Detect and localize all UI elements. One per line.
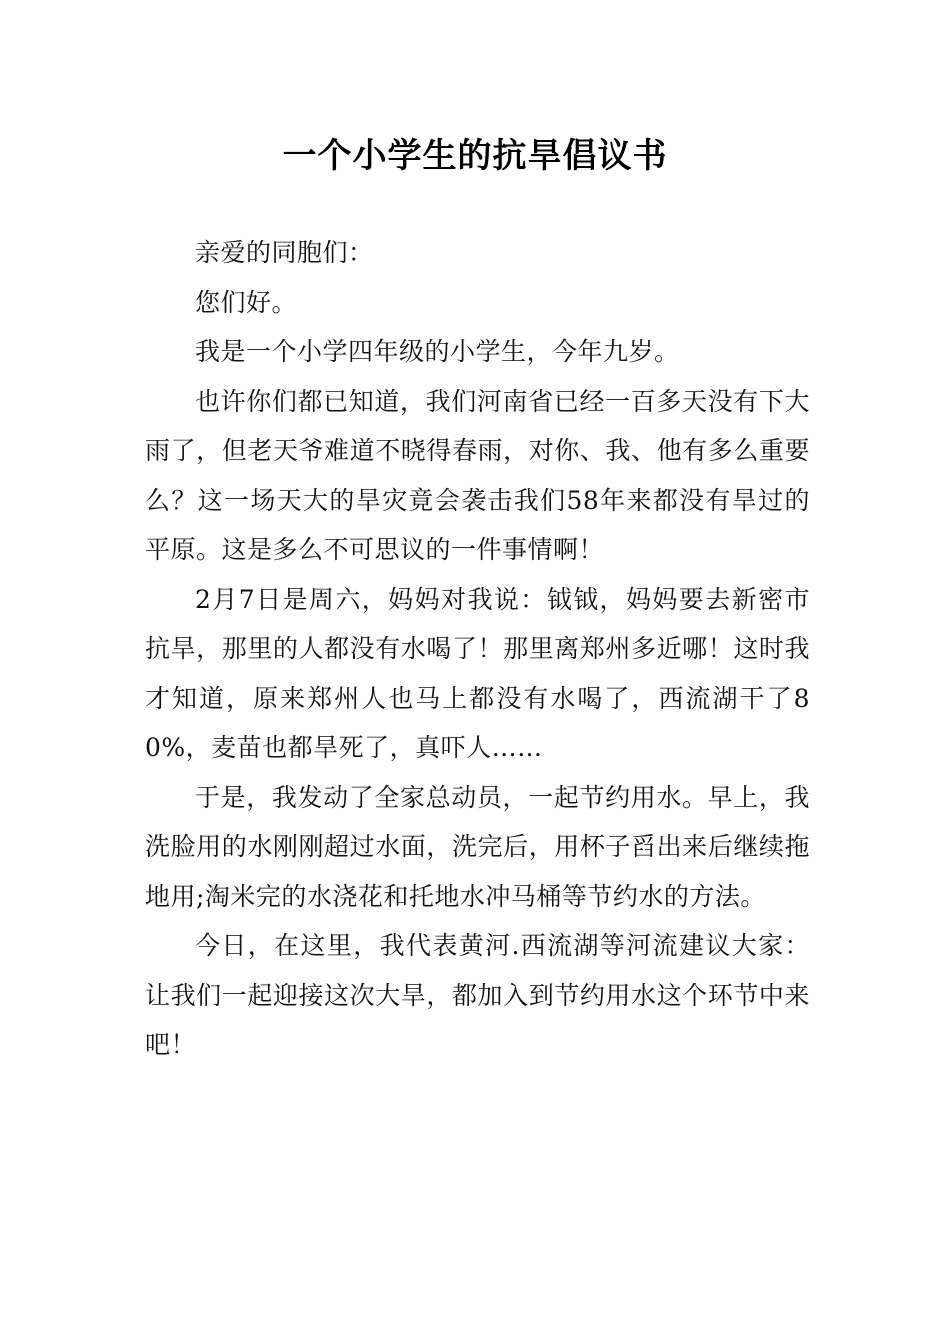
- paragraph-introduction: 我是一个小学四年级的小学生，今年九岁。: [195, 337, 680, 366]
- document-title: 一个小学生的抗旱倡议书: [282, 136, 668, 176]
- paragraph-appeal: 今日，在这里，我代表黄河.西流湖等河流建议大家：让我们一起迎接这次大旱，都加入到节约用水这个环节中来吧！: [145, 931, 810, 1059]
- letter-body: [145, 228, 810, 1070]
- paragraph-story: 2月7日是周六，妈妈对我说：钺钺，妈妈要去新密市抗旱，那里的人都没有水喝了！那里离郑州多近哪！这时我才知道，原来郑州人也马上都没有水喝了，西流湖干了80%，麦苗也都旱死了，真吓人……: [145, 584, 810, 762]
- greeting: 您们好。: [195, 287, 298, 317]
- paragraph-actions: 于是，我发动了全家总动员，一起节约用水。早上，我洗脸用的水刚刚超过水面，洗完后，用杯子舀出来后继续拖地用;淘米完的水浇花和托地水冲马桶等节约水的方法。: [145, 782, 810, 911]
- paragraph-drought: 也许你们都已知道，我们河南省已经一百多天没有下大雨了，但老天爷难道不晓得春雨，对你、我、他有多么重要么？这一场天大的旱灾竟会袭击我们58年来都没有旱过的平原。这是多么不可思议的一件事情啊！: [145, 386, 810, 564]
- salutation: 亲爱的同胞们：: [195, 238, 374, 267]
